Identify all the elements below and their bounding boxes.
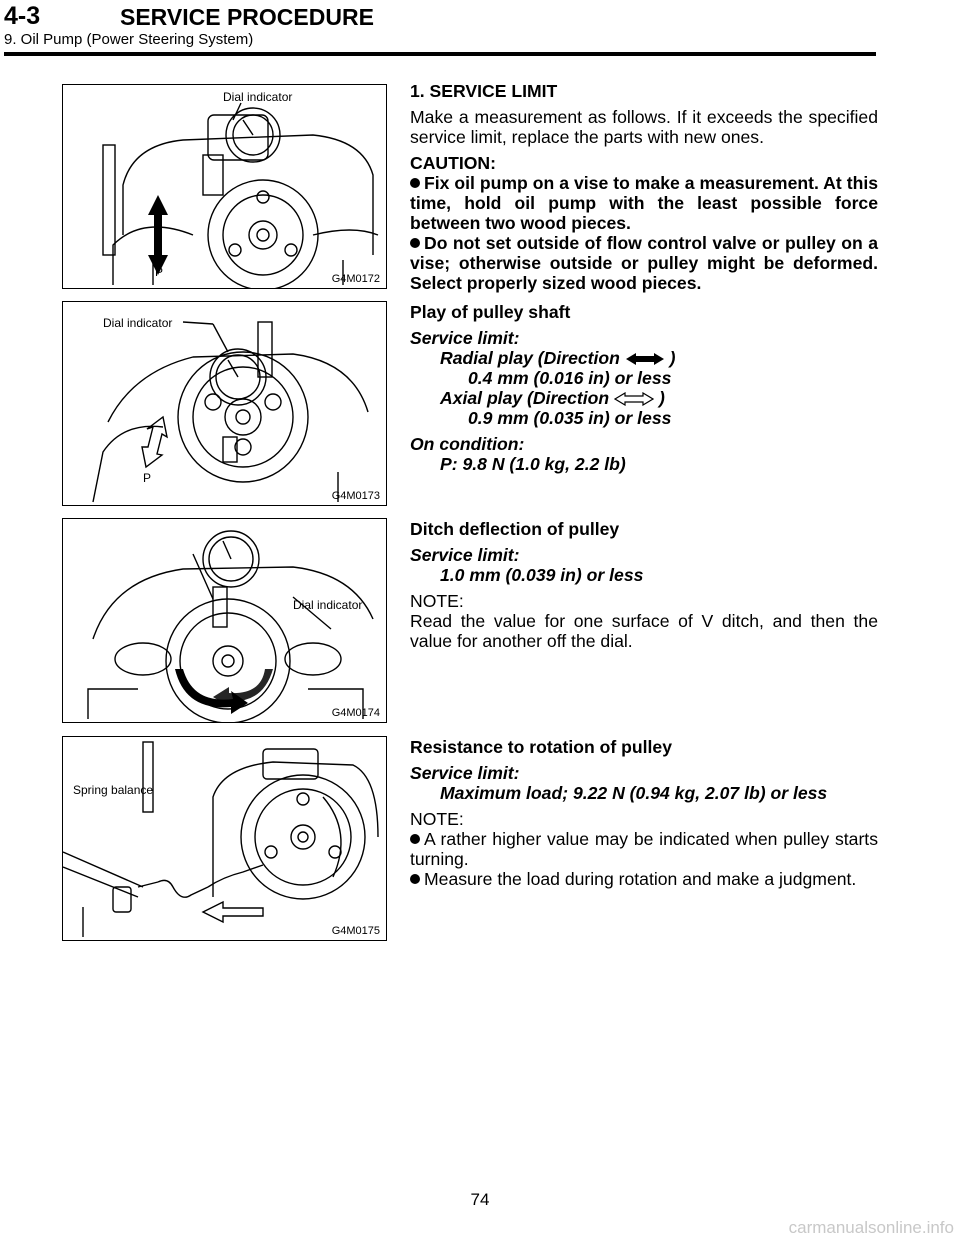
- ditch-heading: Ditch deflection of pulley: [410, 519, 620, 539]
- resistance-heading: Resistance to rotation of pulley: [410, 737, 672, 757]
- radial-play-value: 0.4 mm (0.016 in) or less: [468, 368, 672, 388]
- watermark: carmanualsonline.info: [788, 1218, 954, 1237]
- figure-illustration: [63, 519, 386, 722]
- bullet-icon: [410, 834, 420, 844]
- service-limit-section: [410, 81, 878, 299]
- bullet-icon: [410, 238, 420, 248]
- ditch-note-label: NOTE:: [410, 591, 464, 611]
- axial-play-label: Axial play (Direction ): [440, 388, 665, 408]
- figure-g4m0175: [62, 736, 387, 941]
- service-limit-heading: 1. SERVICE LIMIT: [410, 81, 558, 101]
- double-arrow-filled-icon: [625, 352, 665, 366]
- section-subtitle: 9. Oil Pump (Power Steering System): [4, 31, 254, 48]
- condition-label: On condition:: [410, 434, 525, 454]
- radial-play-label: Radial play (Direction ): [440, 348, 676, 368]
- caution-item: Fix oil pump on a vise to make a measurement. At this time, hold oil pump with the least possible force between two wood pieces.: [410, 173, 878, 233]
- figure-illustration: [63, 85, 386, 288]
- play-section: [410, 302, 878, 480]
- condition-value: P: 9.8 N (1.0 kg, 2.2 lb): [440, 454, 626, 474]
- figure-p-label: P: [155, 265, 164, 279]
- resistance-limit-label: Service limit:: [410, 763, 520, 783]
- figure-g4m0172: [62, 84, 387, 289]
- caution-label: CAUTION:: [410, 153, 497, 173]
- caution-item: Do not set outside of flow control valve or pulley on a vise; otherwise outside or pulley might be deformed. Select properly sized wood pieces.: [410, 233, 878, 293]
- figure-code: G4M0173: [331, 490, 380, 502]
- ditch-note-text: Read the value for one surface of V ditch, and then the value for another off the dial.: [410, 611, 878, 651]
- page-number: 74: [470, 1190, 490, 1209]
- bullet-icon: [410, 874, 420, 884]
- resistance-note-label: NOTE:: [410, 809, 464, 829]
- service-limit-intro: Make a measurement as follows. If it exceeds the specified service limit, replace the parts with new ones.: [410, 107, 878, 147]
- note-item: A rather higher value may be indicated when pulley starts turning.: [410, 829, 878, 869]
- section-title: SERVICE PROCEDURE: [120, 4, 374, 30]
- figure-illustration: [63, 302, 386, 505]
- figure-g4m0173: [62, 301, 387, 506]
- figure-g4m0174: [62, 518, 387, 723]
- double-arrow-outline-icon: [614, 392, 654, 406]
- play-heading: Play of pulley shaft: [410, 302, 571, 322]
- section-code: 4-3: [4, 2, 41, 30]
- figure-label: Dial indicator: [223, 90, 293, 104]
- figure-label: Dial indicator: [293, 598, 363, 612]
- resistance-limit-value: Maximum load; 9.22 N (0.94 kg, 2.07 lb) or less: [440, 783, 828, 803]
- header-rule: [4, 52, 876, 56]
- bullet-icon: [410, 178, 420, 188]
- figure-p-label: P: [143, 471, 152, 485]
- ditch-limit-value: 1.0 mm (0.039 in) or less: [440, 565, 644, 585]
- figure-code: G4M0172: [331, 273, 380, 285]
- figure-code: G4M0174: [331, 707, 380, 719]
- figure-label: Spring balance: [73, 783, 154, 797]
- ditch-section: [410, 519, 878, 657]
- figure-label: Dial indicator: [103, 316, 173, 330]
- figure-code: G4M0175: [331, 925, 380, 937]
- play-limit-label: Service limit:: [410, 328, 520, 348]
- note-item: Measure the load during rotation and make a judgment.: [410, 869, 878, 889]
- resistance-section: [410, 737, 878, 895]
- ditch-limit-label: Service limit:: [410, 545, 520, 565]
- axial-play-value: 0.9 mm (0.035 in) or less: [468, 408, 672, 428]
- figure-illustration: [63, 737, 386, 940]
